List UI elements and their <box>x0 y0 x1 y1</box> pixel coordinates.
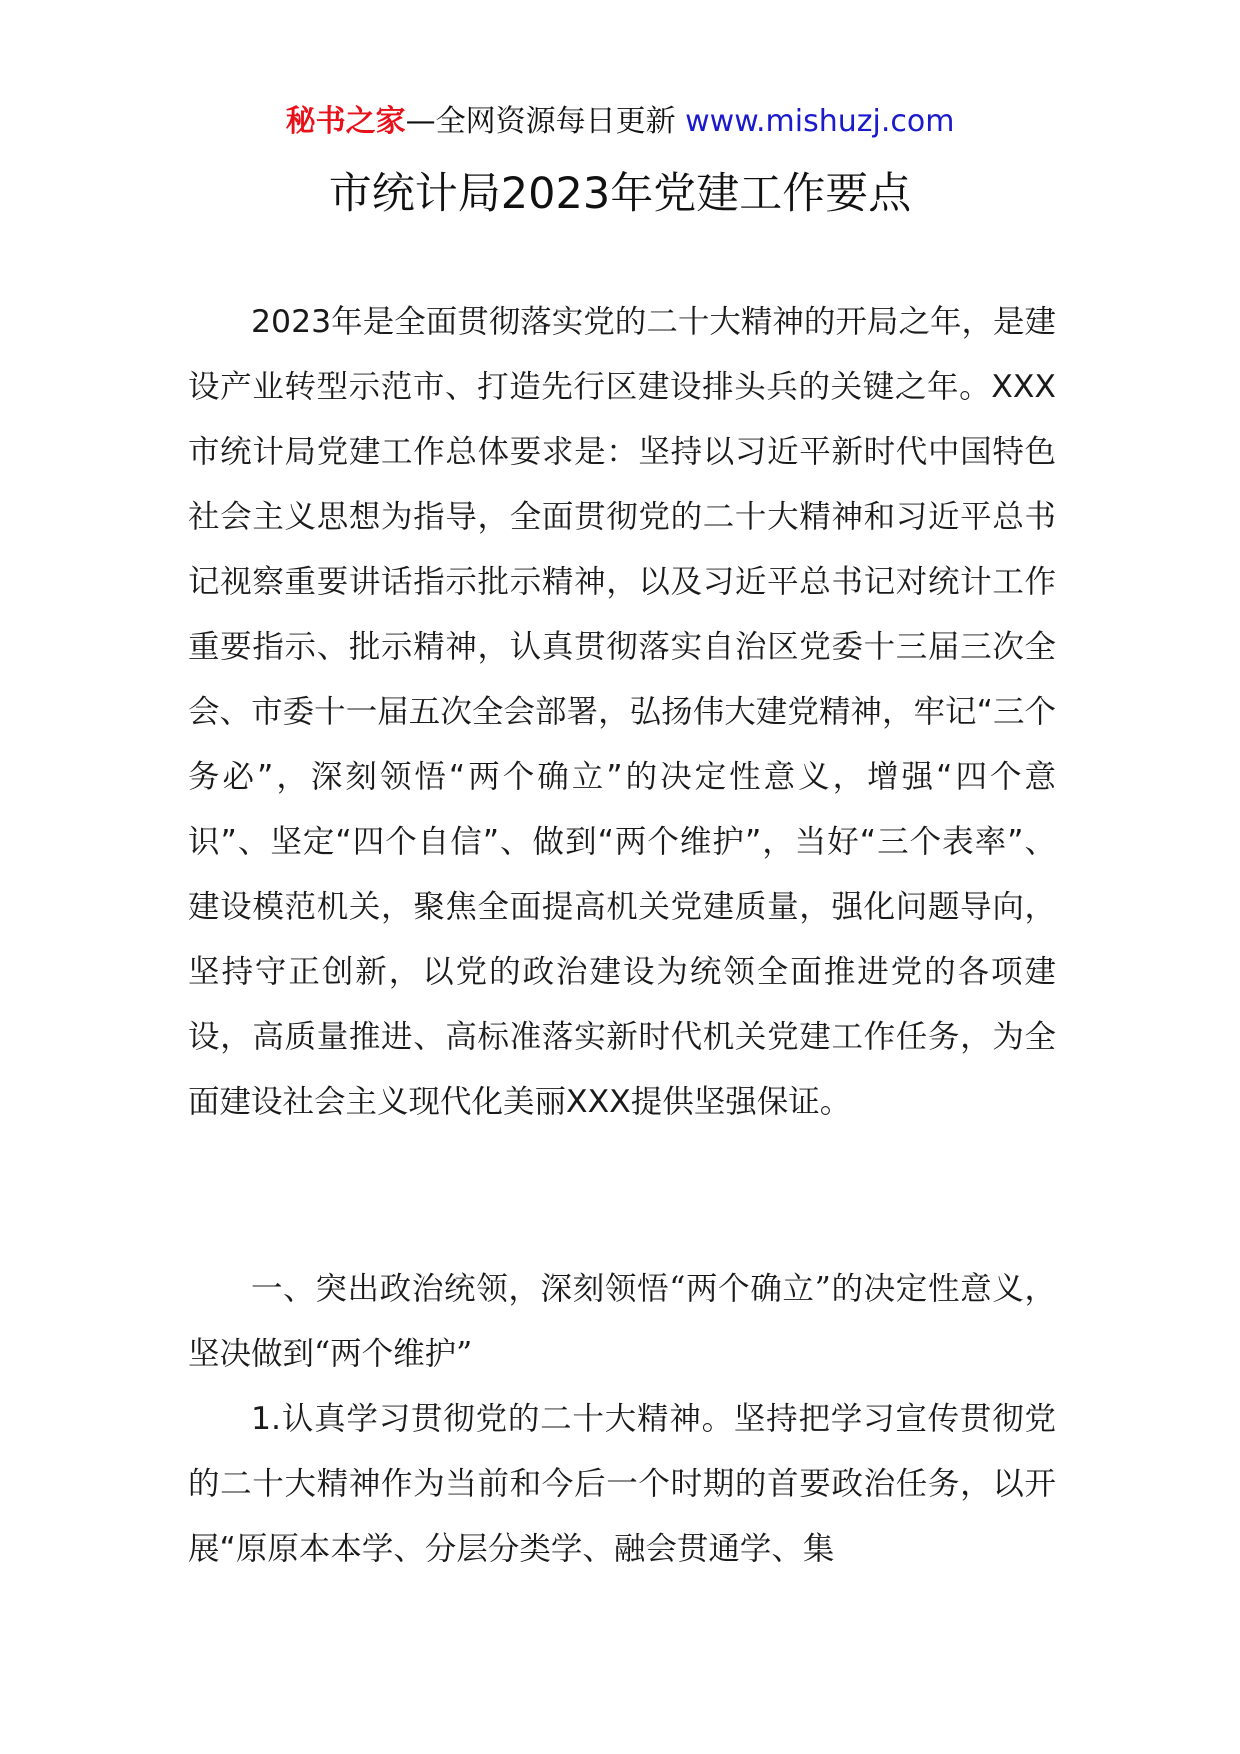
site-header <box>0 100 1240 144</box>
document-title: 市统计局2023年党建工作要点 <box>328 169 912 219</box>
site-brand: 秘书之家 <box>285 104 406 139</box>
item-1 <box>188 1387 1056 1582</box>
section-1-heading: 一、突出政治统领，深刻领悟“两个确立”的决定性意义，坚决做到“两个维护” <box>188 1271 1056 1372</box>
intro-paragraph: 2023年是全面贯彻落实党的二十大精神的开局之年，是建设产业转型示范市、打造先行区建设排头兵的关键之年。XXX市统计局党建工作总体要求是：坚持以习近平新时代中国特色社会主义思想为指导，全面贯彻党的二十大精神和习近平总书记视察重要讲话指示批示精神，以及习近平总书记对统计工作重要指示、批示精神，认真贯彻落实自治区党委十三届三次全会、市委十一届五次全会部署，弘扬伟大建党精神，牢记“三个务必”，深刻领悟“两个确立”的决定性意义，增强“四个意识”、坚定“四个自信”、做到“两个维护”，当好“三个表率”、建设模范机关，聚焦全面提高机关党建质量，强化问题导向，坚持守正创新，以党的政治建设为统领全面推进党的各项建设，高质量推进、高标准落实新时代机关党建工作任务，为全面建设社会主义现代化美丽XXX提供坚强保证。 <box>188 304 1056 1120</box>
intro-section <box>188 290 1056 1135</box>
item-1-paragraph: 1.认真学习贯彻党的二十大精神。坚持把学习宣传贯彻党的二十大精神作为当前和今后一个时期的首要政治任务，以开展“原原本本学、分层分类学、融会贯通学、集 <box>188 1401 1056 1567</box>
site-url-link[interactable]: www.mishuzj.com <box>685 104 955 139</box>
section-1 <box>188 1257 1056 1387</box>
site-tagline: —全网资源每日更新 <box>405 104 676 139</box>
